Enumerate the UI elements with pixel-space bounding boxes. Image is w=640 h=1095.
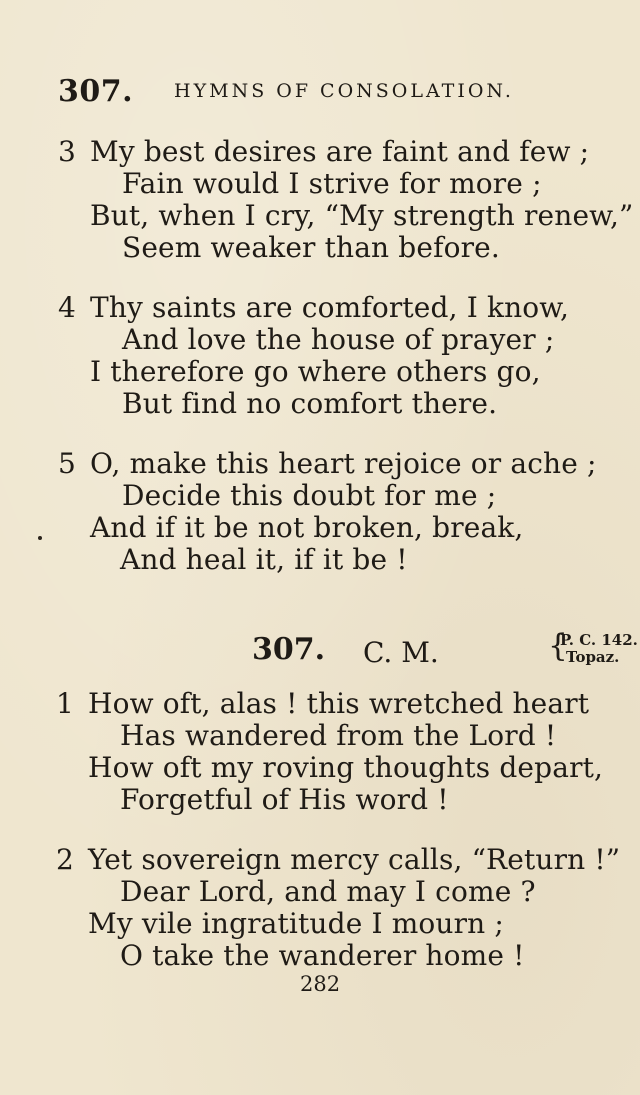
stanza-line-text: My best desires are faint and few ; — [90, 135, 590, 168]
hymn-meter: C. M. — [363, 636, 439, 669]
stanza-4-line-1 — [58, 291, 570, 324]
stanza-3-line-3: But, when I cry, “My strength renew,” — [90, 199, 634, 232]
section-title: HYMNS OF CONSOLATION. — [174, 80, 514, 102]
print-speck — [38, 536, 42, 540]
stanza-number: 1 — [56, 687, 74, 720]
page-header — [58, 74, 618, 109]
stanza-line-text: Yet sovereign mercy calls, “Return !” — [88, 843, 621, 876]
new-hymn-stanza-1-line-4: Forgetful of His word ! — [120, 783, 449, 816]
hymn-heading — [0, 628, 640, 672]
stanza-5-line-4: And heal it, if it be ! — [120, 543, 408, 576]
stanza-line-text: How oft, alas ! this wretched heart — [88, 687, 590, 720]
new-hymn-stanza-1-line-2: Has wandered from the Lord ! — [120, 719, 557, 752]
hymn-number: 307. — [252, 632, 326, 667]
stanza-3-line-2: Fain would I strive for more ; — [122, 167, 542, 200]
new-hymn-stanza-2-line-3: My vile ingratitude I mourn ; — [88, 907, 504, 940]
stanza-line-text: O, make this heart rejoice or ache ; — [90, 447, 597, 480]
new-hymn-stanza-2-line-2: Dear Lord, and may I come ? — [120, 875, 536, 908]
stanza-4-line-3: I therefore go where others go, — [90, 355, 541, 388]
stanza-number: 5 — [58, 447, 76, 480]
stanza-number: 2 — [56, 843, 74, 876]
stanza-3-line-1 — [58, 135, 590, 168]
stanza-3-line-4: Seem weaker than before. — [122, 231, 500, 264]
stanza-4-line-2: And love the house of prayer ; — [122, 323, 555, 356]
tune-name: Topaz. — [566, 648, 620, 666]
header-hymn-number: 307. — [58, 74, 134, 109]
tune-reference: P. C. 142. — [560, 631, 638, 649]
stanza-line-text: Thy saints are comforted, I know, — [90, 291, 570, 324]
tune-brace-glyph: { — [548, 628, 568, 664]
new-hymn-stanza-2-line-4: O take the wanderer home ! — [120, 939, 525, 972]
stanza-5-line-2: Decide this doubt for me ; — [122, 479, 497, 512]
new-hymn-stanza-1-line-3: How oft my roving thoughts depart, — [88, 751, 604, 784]
stanza-number: 4 — [58, 291, 76, 324]
new-hymn-stanza-2-line-1 — [56, 843, 621, 876]
stanza-5-line-3: And if it be not broken, break, — [90, 511, 524, 544]
stanza-5-line-1 — [58, 447, 597, 480]
stanza-4-line-4: But find no comfort there. — [122, 387, 498, 420]
new-hymn-stanza-1-line-1 — [56, 687, 590, 720]
page-number: 282 — [300, 972, 341, 996]
stanza-number: 3 — [58, 135, 76, 168]
